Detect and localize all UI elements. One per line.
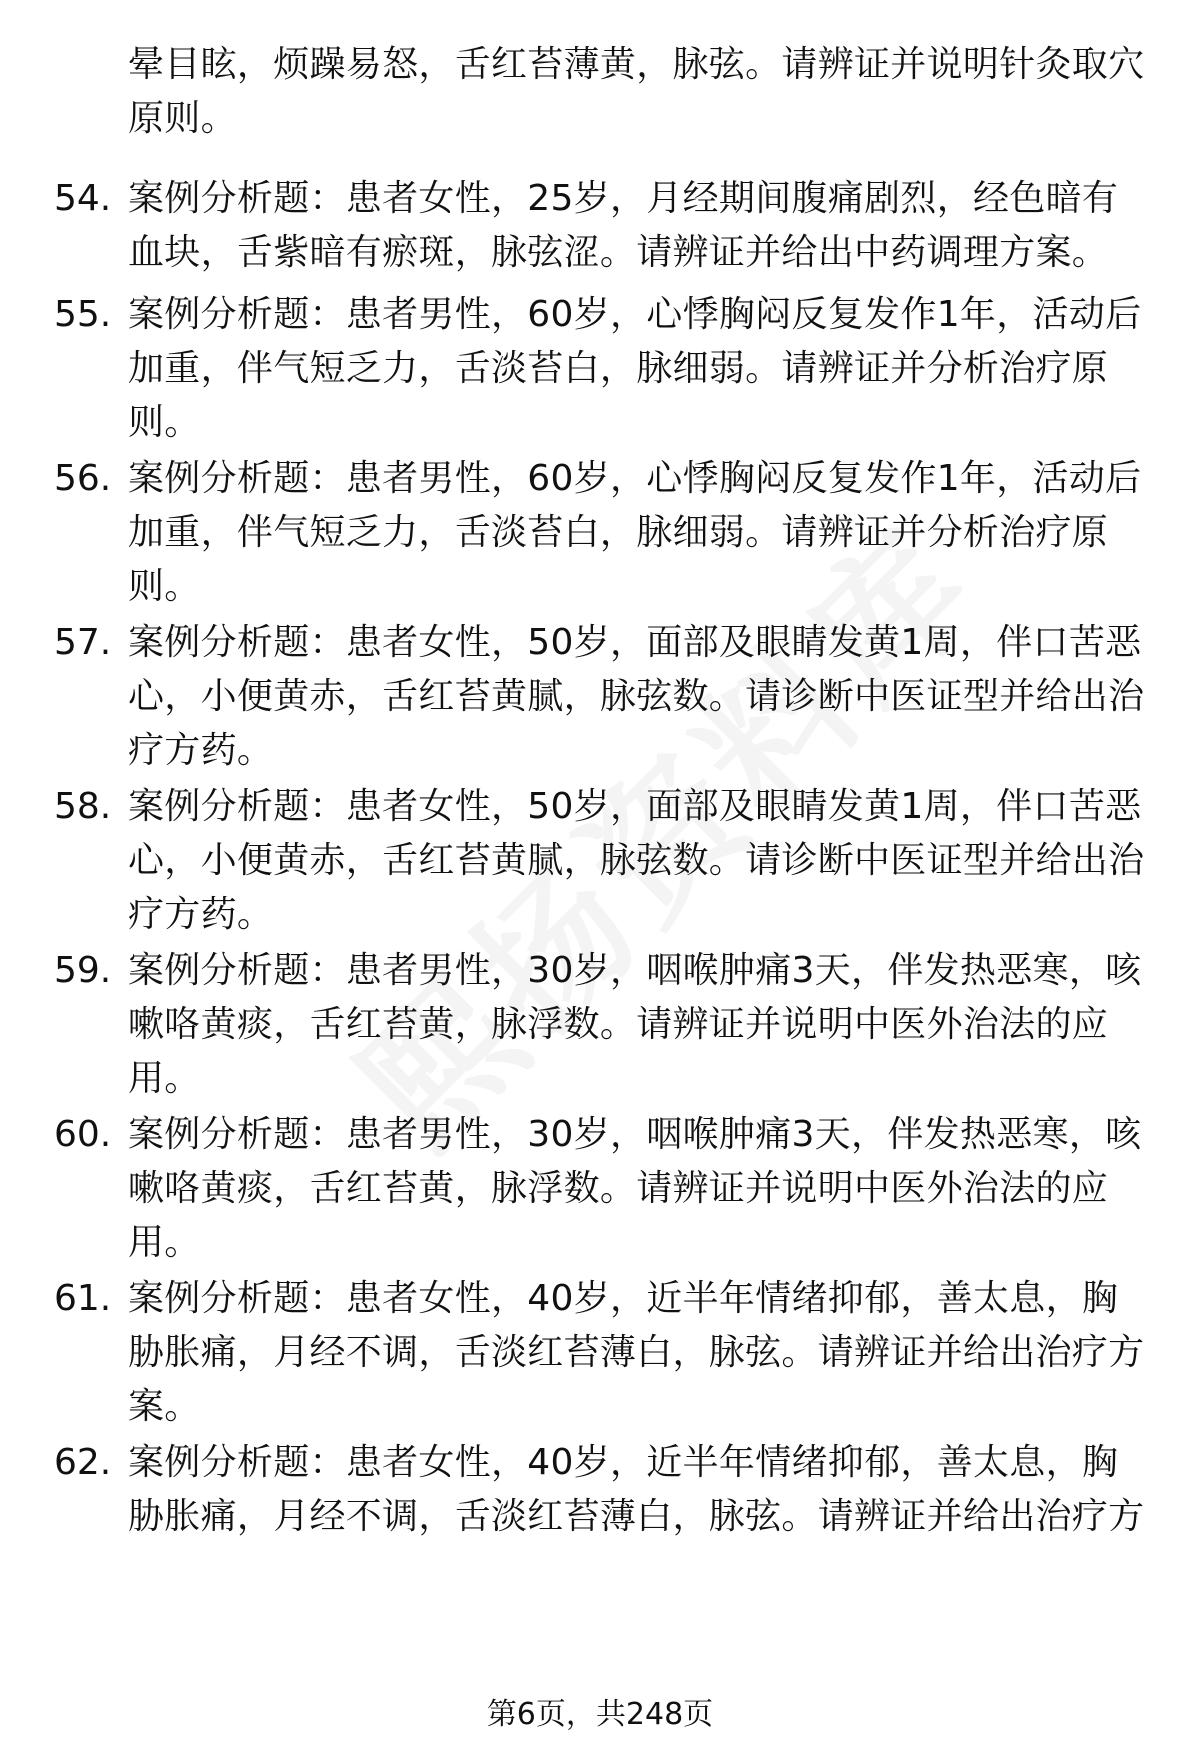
question-number: 55. <box>54 294 112 335</box>
page-footer: 第6页，共248页 <box>486 1697 714 1732</box>
question-text: 案例分析题：患者女性，40岁，近半年情绪抑郁，善太息，胸胁胀痛，月经不调，舌淡红苔薄白，脉弦。请辨证并给出治疗方案。 <box>128 1278 1145 1427</box>
question-text: 案例分析题：患者男性，30岁，咽喉肿痛3天，伴发热恶寒，咳嗽咯黄痰，舌红苔黄，脉浮数。请辨证并说明中医外治法的应用。 <box>128 950 1142 1099</box>
question-number: 59. <box>54 950 112 991</box>
question-number: 62. <box>54 1442 112 1483</box>
question-text: 案例分析题：患者女性，50岁，面部及眼睛发黄1周，伴口苦恶心，小便黄赤，舌红苔黄腻，脉弦数。请诊断中医证型并给出治疗方药。 <box>128 622 1145 771</box>
question-text: 案例分析题：患者女性，40岁，近半年情绪抑郁，善太息，胸胁胀痛，月经不调，舌淡红苔薄白，脉弦。请辨证并给出治疗方 <box>128 1442 1145 1537</box>
question-number: 60. <box>54 1114 112 1155</box>
question-number: 54. <box>54 178 112 219</box>
question-text: 案例分析题：患者女性，50岁，面部及眼睛发黄1周，伴口苦恶心，小便黄赤，舌红苔黄腻，脉弦数。请诊断中医证型并给出治疗方药。 <box>128 786 1145 935</box>
question-number: 56. <box>54 458 112 499</box>
question-text: 案例分析题：患者女性，25岁，月经期间腹痛剧烈，经色暗有血块，舌紫暗有瘀斑，脉弦涩。请辨证并给出中药调理方案。 <box>128 178 1119 273</box>
question-number: 61. <box>54 1278 112 1319</box>
question-text: 晕目眩，烦躁易怒，舌红苔薄黄，脉弦。请辨证并说明针灸取穴原则。 <box>128 44 1145 139</box>
question-text: 案例分析题：患者男性，60岁，心悸胸闷反复发作1年，活动后加重，伴气短乏力，舌淡苔白，脉细弱。请辨证并分析治疗原则。 <box>128 294 1142 443</box>
question-text: 案例分析题：患者男性，30岁，咽喉肿痛3天，伴发热恶寒，咳嗽咯黄痰，舌红苔黄，脉浮数。请辨证并说明中医外治法的应用。 <box>128 1114 1142 1263</box>
question-text: 案例分析题：患者男性，60岁，心悸胸闷反复发作1年，活动后加重，伴气短乏力，舌淡苔白，脉细弱。请辨证并分析治疗原则。 <box>128 458 1142 607</box>
question-number: 58. <box>54 786 112 827</box>
question-number: 57. <box>54 622 112 663</box>
